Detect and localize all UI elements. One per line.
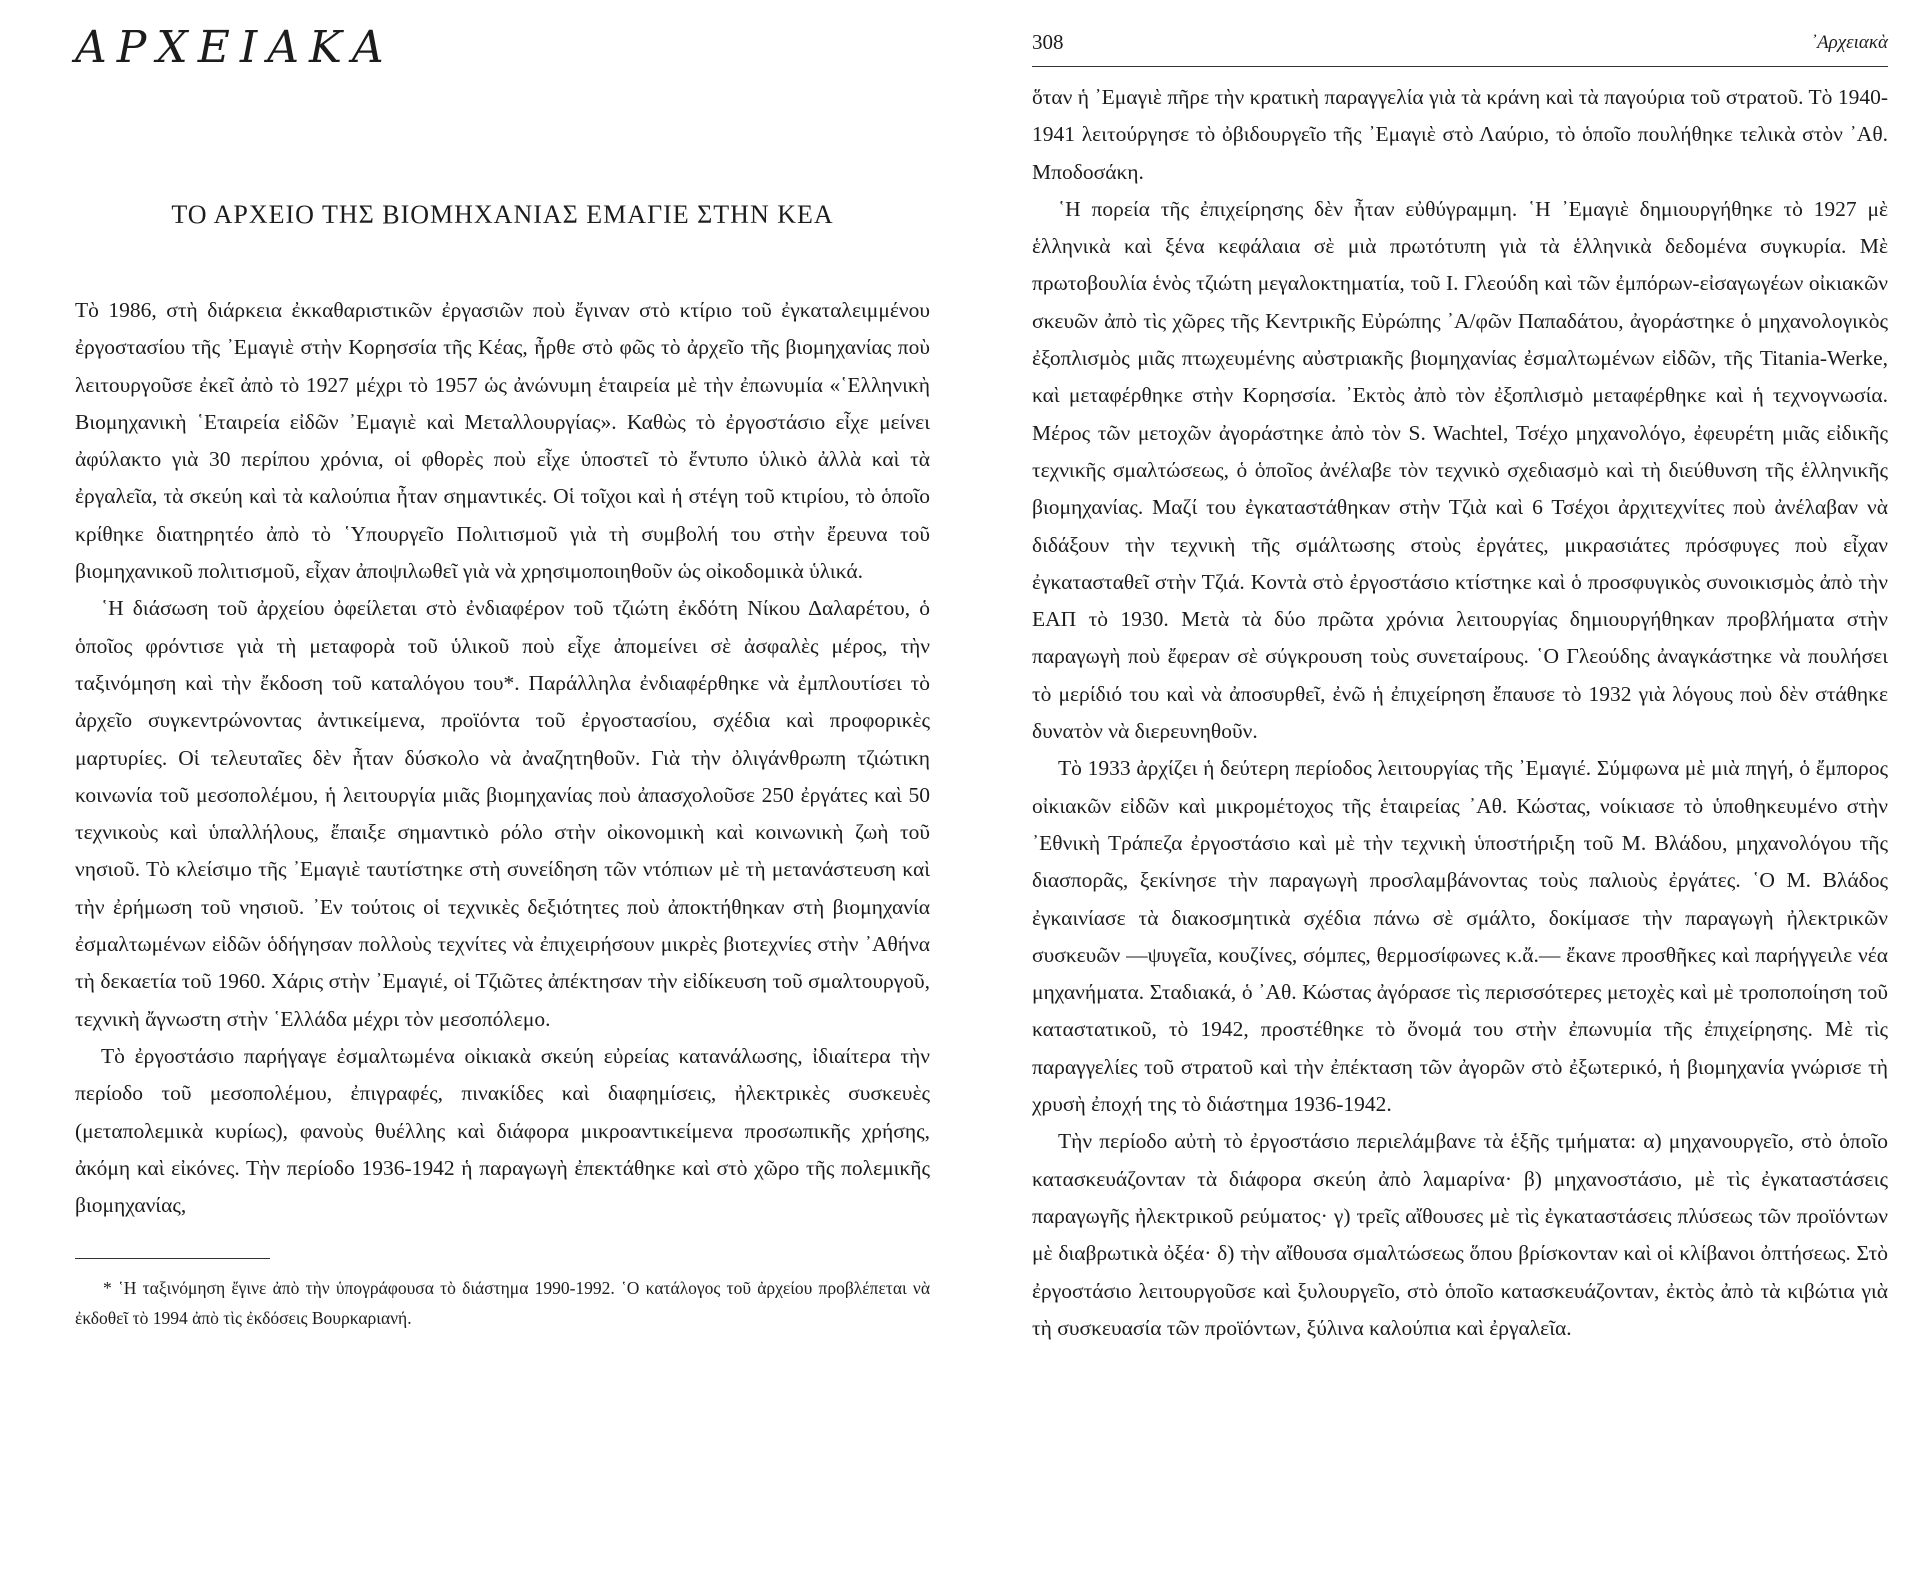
footnote-divider <box>75 1258 270 1259</box>
paragraph: Τὸ 1933 ἀρχίζει ἡ δεύτερη περίοδος λειτουργίας τῆς ᾿Εμαγιέ. Σύμφωνα μὲ μιὰ πηγή, ὁ ἔμπορος οἰκιακῶν εἰδῶν καὶ μικρομέτοχος τῆς ἑταιρείας ᾿Αθ. Κώστας, νοίκιασε τὸ ὑποθηκευμένο στὴν ᾿Εθνικὴ Τράπεζα ἐργοστάσιο καὶ μὲ τὴν τεχνικὴ ὑποστήριξη τοῦ Μ. Βλάδου, μηχανολόγου τῆς διασπορᾶς, ξεκίνησε τὴν παραγωγὴ προσλαμβάνοντας τοὺς παλιοὺς ἐργάτες. ῾Ο Μ. Βλάδος ἐγκαινίασε τὰ διακοσμητικὰ σχέδια πάνω σὲ σμάλτο, δοκίμασε τὴν παραγωγὴ ἠλεκτρικῶν συσκευῶν —ψυγεῖα, κουζίνες, σόμπες, θερμοσίφωνες κ.ἄ.— ἔκανε προσθῆκες καὶ παρήγγειλε νέα μηχανήματα. Σταδιακά, ὁ ᾿Αθ. Κώστας ἀγόρασε τὶς περισσότερες μετοχὲς καὶ μὲ τροποποίηση τοῦ καταστατικοῦ, τὸ 1942, προστέθηκε τὸ ὄνομά του στὴν ἐπωνυμία τῆς ἐπιχείρησης. Μὲ τὶς παραγγελίες τοῦ στρατοῦ καὶ τὴν ἐπέκταση τῶν ἀγορῶν στὸ ἐξωτερικό, ἡ βιομηχανία γνώρισε τὴ χρυσὴ ἐποχή της τὸ διάστημα 1936-1942. <box>1032 756 1888 1117</box>
paragraph: Τὴν περίοδο αὐτὴ τὸ ἐργοστάσιο περιελάμβανε τὰ ἑξῆς τμήματα: α) μηχανουργεῖο, στὸ ὁποῖο κατασκευάζονταν τὰ διάφορα σκεύη ἀπὸ λαμαρίνα· β) μηχανοστάσιο, μὲ τὶς ἐγκαταστάσεις παραγωγῆς ἠλεκτρικοῦ ρεύματος· γ) τρεῖς αἴθουσες μὲ τὶς ἐγκαταστάσεις πλύσεως τῶν προϊόντων μὲ διαβρωτικὰ ὀξέα· δ) τὴν αἴθουσα σμαλτώσεως ὅπου βρίσκονταν καὶ οἱ κλίβανοι ὀπτήσεως. Στὸ ἐργοστάσιο λειτουργοῦσε καὶ ξυλουργεῖο, στὸ ὁποῖο κατασκευάζονταν, ἐκτὸς ἀπὸ τὰ κιβώτια γιὰ τὴ συσκευασία τῶν προϊόντων, ξύλινα καλούπια καὶ ἐργαλεῖα. <box>1032 1129 1888 1340</box>
page-number: 308 <box>1032 30 1064 54</box>
paragraph: ῾Η διάσωση τοῦ ἀρχείου ὀφείλεται στὸ ἐνδιαφέρον τοῦ τζιώτη ἐκδότη Νίκου Δαλαρέτου, ὁ ὁποῖος φρόντισε γιὰ τὴ μεταφορὰ τοῦ ὑλικοῦ ποὺ εἶχε ἀπομείνει σὲ ἀσφαλὲς μέρος, τὴν ταξινόμηση καὶ τὴν ἔκδοση τοῦ καταλόγου του*. Παράλληλα ἐνδιαφέρθηκε νὰ ἐμπλουτίσει τὸ ἀρχεῖο συγκεντρώνοντας ἀντικείμενα, προϊόντα τοῦ ἐργοστασίου, σχέδια καὶ προφορικὲς μαρτυρίες. Οἱ τελευταῖες δὲν ἦταν δύσκολο νὰ ἀναζητηθοῦν. Γιὰ τὴν ὀλιγάνθρωπη τζιώτικη κοινωνία τοῦ μεσοπολέμου, ἡ λειτουργία μιᾶς βιομηχανίας ποὺ ἀπασχολοῦσε 250 ἐργάτες καὶ 50 τεχνικοὺς καὶ ὑπαλλήλους, ἔπαιξε σημαντικὸ ρόλο στὴν οἰκονομικὴ καὶ κοινωνικὴ ζωὴ τοῦ νησιοῦ. Τὸ κλείσιμο τῆς ᾿Εμαγιὲ ταυτίστηκε στὴ συνείδηση τῶν ντόπιων μὲ τὴ μετανάστευση καὶ τὴν ἐρήμωση τοῦ νησιοῦ. ᾿Εν τούτοις οἱ τεχνικὲς δεξιότητες ποὺ ἀποκτήθηκαν στὴ βιομηχανία ἐσμαλτωμένων εἰδῶν ὁδήγησαν πολλοὺς τεχνίτες νὰ ἐπιχειρήσουν μικρὲς βιοτεχνίες στὴν ᾿Αθήνα τὴ δεκαετία τοῦ 1960. Χάρις στὴν ᾿Εμαγιέ, οἱ Τζιῶτες ἀπέκτησαν τὴν εἰδίκευση τοῦ σμαλτουργοῦ, τεχνικὴ ἄγνωστη στὴν ῾Ελλάδα μέχρι τὸν μεσοπόλεμο. <box>75 596 930 1031</box>
paragraph: ῾Η πορεία τῆς ἐπιχείρησης δὲν ἦταν εὐθύγραμμη. ῾Η ᾿Εμαγιὲ δημιουργήθηκε τὸ 1927 μὲ ἑλληνικὰ καὶ ξένα κεφάλαια σὲ μιὰ πρωτότυπη γιὰ τὰ ἑλληνικὰ δεδομένα συγκυρία. Μὲ πρωτοβουλία ἑνὸς τζιώτη μεγαλοκτηματία, τοῦ Ι. Γλεούδη καὶ τῶν ἐμπόρων-εἰσαγωγέων οἰκιακῶν σκευῶν ἀπὸ τὶς χῶρες τῆς Κεντρικῆς Εὐρώπης ᾿Α/φῶν Παπαδάτου, ἀγοράστηκε ὁ μηχανολογικὸς ἐξοπλισμὸς μιᾶς πτωχευμένης αὐστριακῆς βιομηχανίας ἐσμαλτωμένων εἰδῶν, τῆς Titania-Werke, καὶ μεταφέρθηκε στὴν Κορησσία. ᾿Εκτὸς ἀπὸ τὸν ἐξοπλισμὸ μεταφέρθηκε καὶ ἡ τεχνογνωσία. Μέρος τῶν μετοχῶν ἀγοράστηκε ἀπὸ τὸν S. Wachtel, Τσέχο μηχανολόγο, ἐφευρέτη μιᾶς εἰδικῆς τεχνικῆς σμαλτώσεως, ὁ ὁποῖος ἀνέλαβε τὸν τεχνικὸ σχεδιασμὸ καὶ τὴ διεύθυνση τῆς ἑλληνικῆς βιομηχανίας. Μαζί του ἐγκαταστάθηκαν στὴν Τζιὰ καὶ 6 Τσέχοι ἀρχιτεχνίτες ποὺ ἀνέλαβαν νὰ διδάξουν τὴν τεχνικὴ τῆς σμάλτωσης στοὺς ἐργάτες, μικρασιάτες πρόσφυγες ποὺ εἶχαν ἐγκατασταθεῖ στὴν Τζιά. Κοντὰ στὸ ἐργοστάσιο κτίστηκε καὶ ὁ προσφυγικὸς συνοικισμὸς ἀπὸ τὴν ΕΑΠ τὸ 1930. Μετὰ τὰ δύο πρῶτα χρόνια λειτουργίας δημιουργήθηκαν προβλήματα στὴν παραγωγὴ ποὺ ἔφεραν σὲ σύγκρουση τοὺς συνεταίρους. ῾Ο Γλεούδης ἀναγκάστηκε νὰ πουλήσει τὸ μερίδιό του καὶ νὰ ἀποσυρθεῖ, ἐνῶ ἡ ἐπιχείρηση ἔπαυσε τὸ 1932 γιὰ λόγους ποὺ δὲν στάθηκε δυνατὸν νὰ διερευνηθοῦν. <box>1032 196 1888 744</box>
section-title: ΑΡΧΕΙΑΚΑ <box>75 22 394 73</box>
paragraph: Τὸ 1986, στὴ διάρκεια ἐκκαθαριστικῶν ἐργασιῶν ποὺ ἔγιναν στὸ κτίριο τοῦ ἐγκαταλειμμένου ἐργοστασίου τῆς ᾿Εμαγιὲ στὴν Κορησσία τῆς Κέας, ἦρθε στὸ φῶς τὸ ἀρχεῖο τῆς βιομηχανίας ποὺ λειτουργοῦσε ἐκεῖ ἀπὸ τὸ 1927 μέχρι τὸ 1957 ὡς ἀνώνυμη ἑταιρεία μὲ τὴν ἐπωνυμία «῾Ελληνικὴ Βιομηχανικὴ ῾Εταιρεία εἰδῶν ᾿Εμαγιὲ καὶ Μεταλλουργίας». Καθὼς τὸ ἐργοστάσιο εἶχε μείνει ἀφύλακτο γιὰ 30 περίπου χρόνια, οἱ φθορὲς ποὺ εἶχε ὑποστεῖ τὸ ἔντυπο ὑλικὸ ἀλλὰ καὶ τὰ ἐργαλεῖα, τὰ σκεύη καὶ τὰ καλούπια ἦταν σημαντικές. Οἱ τοῖχοι καὶ ἡ στέγη τοῦ κτιρίου, τὸ ὁποῖο κρίθηκε διατηρητέο ἀπὸ τὸ ῾Υπουργεῖο Πολιτισμοῦ γιὰ τὴ συμβολή του στὴν ἔρευνα τοῦ βιομηχανικοῦ πολιτισμοῦ, εἶχαν ἀποψιλωθεῖ γιὰ νὰ χρησιμοποιηθοῦν ὡς οἰκοδομικὰ ὑλικά. <box>75 298 930 584</box>
footnote: * ῾Η ταξινόμηση ἔγινε ἀπὸ τὴν ὑπογράφουσα τὸ διάστημα 1990-1992. ῾Ο κατάλογος τοῦ ἀρχείου προβλέπεται νὰ ἐκδοθεῖ τὸ 1994 ἀπὸ τὶς ἐκδόσεις Βουρκαριανή. <box>75 1278 930 1329</box>
running-header-title: ᾿Αρχειακὰ <box>1810 32 1888 53</box>
left-body-text <box>75 292 930 1224</box>
left-page <box>0 0 950 1572</box>
right-body-text <box>1032 79 1888 1347</box>
right-page <box>1000 0 1920 1572</box>
running-header <box>1032 8 1888 67</box>
paragraph: ὅταν ἡ ᾿Εμαγιὲ πῆρε τὴν κρατικὴ παραγγελία γιὰ τὰ κράνη καὶ τὰ παγούρια τοῦ στρατοῦ. Τὸ 1940-1941 λειτούργησε τὸ ὀβιδουργεῖο τῆς ᾿Εμαγιὲ στὸ Λαύριο, τὸ ὁποῖο πουλήθηκε τελικὰ στὸν ᾿Αθ. Μποδοσάκη. <box>1032 85 1888 184</box>
article-title: ΤΟ ΑΡΧΕΙΟ ΤΗΣ ΒΙΟΜΗΧΑΝΙΑΣ ΕΜΑΓΙΕ ΣΤΗΝ ΚΕΑ <box>171 200 834 229</box>
paragraph: Τὸ ἐργοστάσιο παρήγαγε ἐσμαλτωμένα οἰκιακὰ σκεύη εὐρείας κατανάλωσης, ἰδιαίτερα τὴν περίοδο τοῦ μεσοπολέμου, ἐπιγραφές, πινακίδες καὶ διαφημίσεις, ἠλεκτρικὲς συσκευὲς (μεταπολεμικὰ κυρίως), φανοὺς θυέλλης καὶ διάφορα μικροαντικείμενα προσωπικῆς χρήσης, ἀκόμη καὶ εἰκόνες. Τὴν περίοδο 1936-1942 ἡ παραγωγὴ ἐπεκτάθηκε καὶ στὸ χῶρο τῆς πολεμικῆς βιομηχανίας, <box>75 1043 930 1218</box>
